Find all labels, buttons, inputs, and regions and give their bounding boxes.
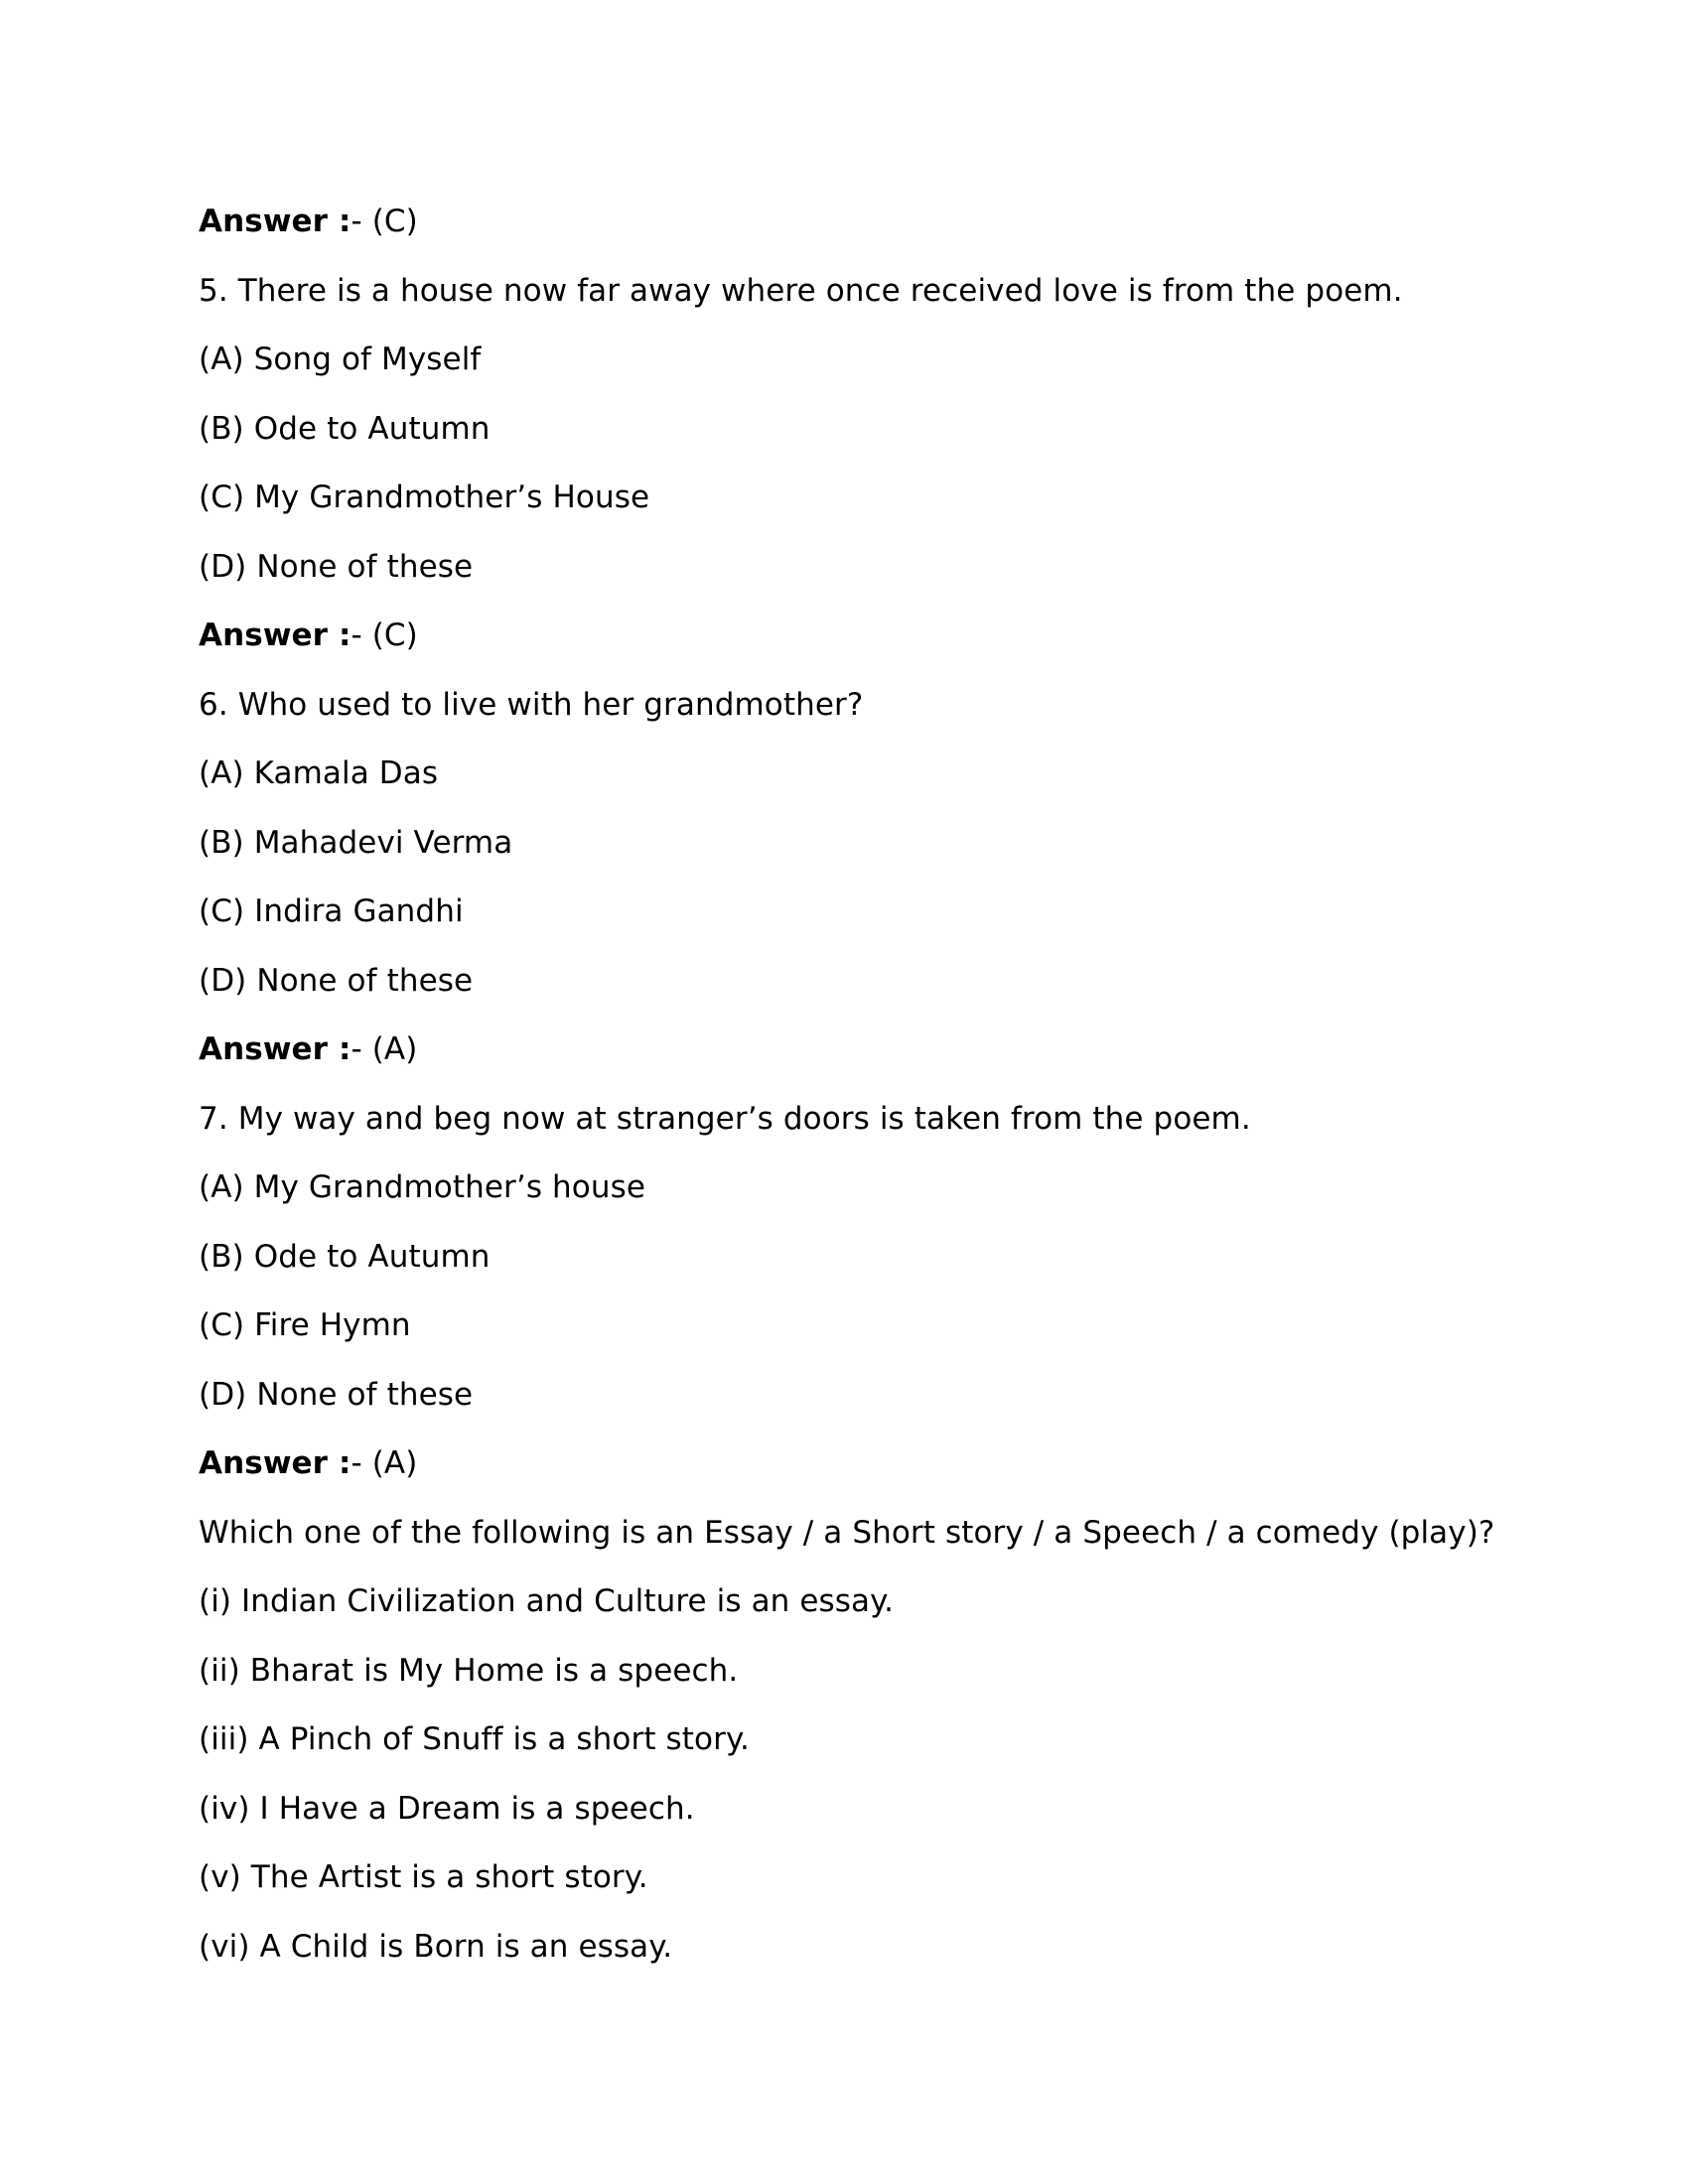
option-text: (B) Ode to Autumn [199, 411, 491, 447]
answer-line [199, 1029, 417, 1069]
option-text: (A) Kamala Das [199, 755, 439, 791]
list-item: (iii) A Pinch of Snuff is a short story. [199, 1721, 750, 1757]
list-item: (ii) Bharat is My Home is a speech. [199, 1653, 739, 1689]
option-text: (C) Fire Hymn [199, 1307, 411, 1343]
answer-label: Answer : [199, 617, 352, 653]
list-item: (vi) A Child is Born is an essay. [199, 1929, 673, 1965]
question-text: 7. My way and beg now at stranger’s doors is taken from the poem. [199, 1101, 1251, 1137]
option-text: (A) Song of Myself [199, 341, 482, 377]
answer-label: Answer : [199, 1031, 352, 1067]
answer-label: Answer : [199, 204, 352, 239]
question-text: 6. Who used to live with her grandmother? [199, 687, 864, 723]
question-text: Which one of the following is an Essay / a Short story / a Speech / a comedy (play)? [199, 1515, 1495, 1551]
list-item: (i) Indian Civilization and Culture is an essay. [199, 1583, 895, 1619]
option-text: (D) None of these [199, 963, 474, 999]
answer-label: Answer : [199, 1445, 352, 1481]
option-text: (D) None of these [199, 1377, 474, 1413]
answer-line [199, 1443, 417, 1483]
option-text: (A) My Grandmother’s house [199, 1169, 646, 1205]
option-text: (C) Indira Gandhi [199, 893, 464, 929]
answer-value: - (C) [351, 617, 418, 653]
option-text: (D) None of these [199, 549, 474, 585]
list-item: (v) The Artist is a short story. [199, 1859, 648, 1895]
option-text: (B) Mahadevi Verma [199, 825, 513, 861]
answer-line [199, 615, 418, 655]
answer-value: - (A) [351, 1031, 418, 1067]
answer-value: - (A) [351, 1445, 418, 1481]
list-item: (iv) I Have a Dream is a speech. [199, 1791, 695, 1827]
answer-value: - (C) [351, 204, 418, 239]
option-text: (C) My Grandmother’s House [199, 479, 650, 515]
answer-line [199, 202, 418, 241]
option-text: (B) Ode to Autumn [199, 1239, 491, 1275]
question-text: 5. There is a house now far away where once received love is from the poem. [199, 273, 1403, 309]
